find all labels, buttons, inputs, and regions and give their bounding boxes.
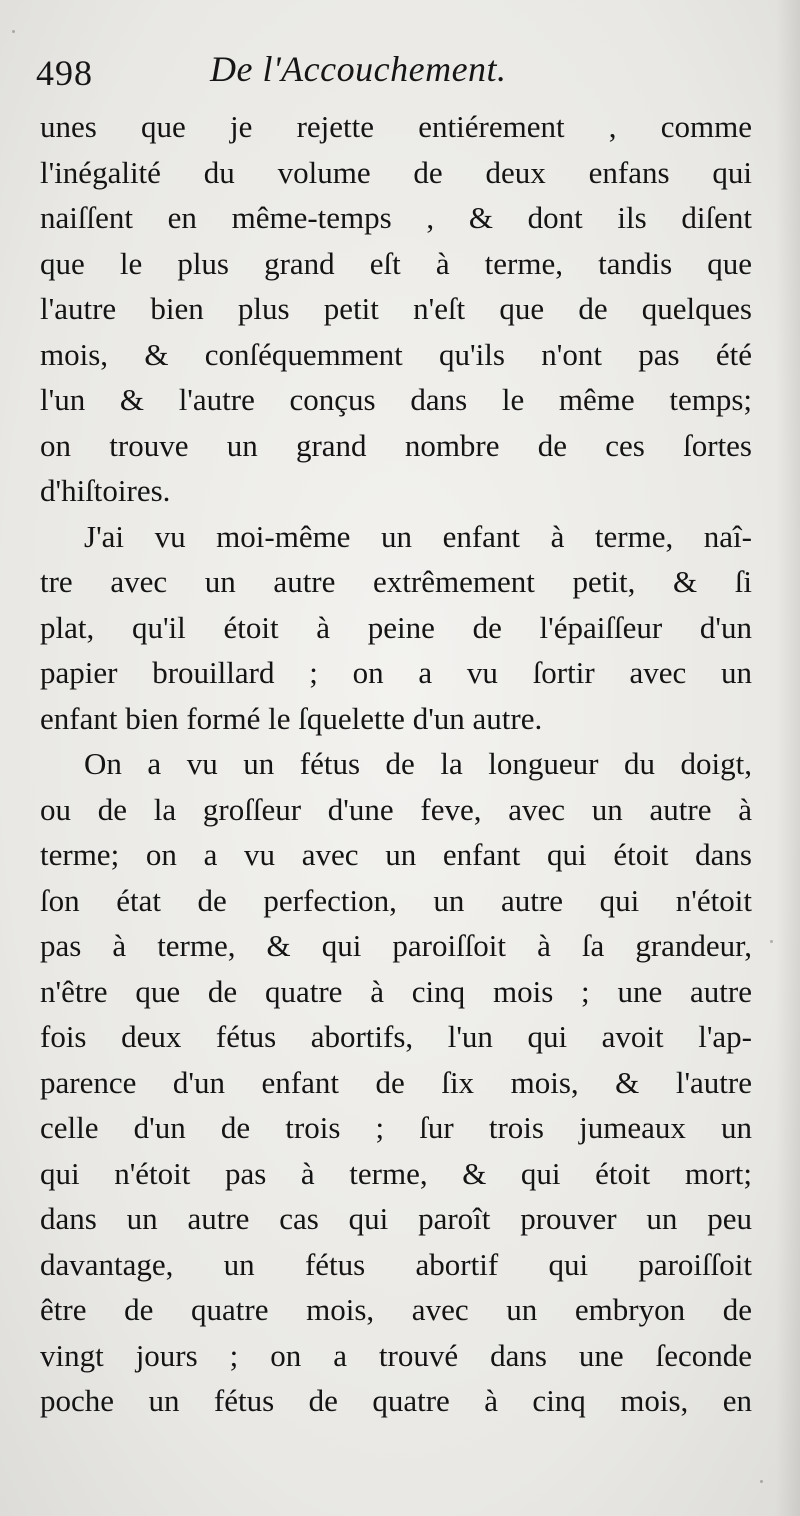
text-line: fois deux fétus abortifs, l'un qui avoit l'ap- xyxy=(40,1019,752,1054)
page-header xyxy=(36,48,756,108)
text-line: ſon état de perfection, un autre qui n'étoit xyxy=(40,882,752,918)
body-text xyxy=(40,104,752,1424)
print-speck xyxy=(770,940,773,943)
text-line: l'un & l'autre conçus dans le même temps; xyxy=(40,382,752,417)
text-line: pas à terme, & qui paroiſſoit à ſa grandeur, xyxy=(40,928,752,963)
text-line: J'ai vu moi-même un enfant à terme, naî- xyxy=(84,518,752,554)
text-line: dans un autre cas qui paroît prouver un peu xyxy=(40,1201,752,1236)
text-line: celle d'un de trois ; ſur trois jumeaux un xyxy=(40,1110,752,1145)
text-line: naiſſent en même-temps , & dont ils diſent xyxy=(40,200,752,235)
text-line: ou de la groſſeur d'une feve, avec un autre à xyxy=(40,791,752,827)
text-line: On a vu un fétus de la longueur du doigt, xyxy=(84,746,752,781)
text-line: tre avec un autre extrêmement petit, & ſi xyxy=(40,564,752,599)
text-line: terme; on a vu avec un enfant qui étoit dans xyxy=(40,837,752,872)
text-line: plat, qu'il étoit à peine de l'épaiſſeur d'un xyxy=(40,609,752,645)
print-speck xyxy=(760,1480,763,1483)
text-line: papier brouillard ; on a vu ſortir avec un xyxy=(40,655,752,690)
text-line: parence d'un enfant de ſix mois, & l'autre xyxy=(40,1064,752,1100)
text-line: mois, & conſéquemment qu'ils n'ont pas été xyxy=(40,336,752,372)
text-line: vingt jours ; on a trouvé dans une ſeconde xyxy=(40,1337,752,1373)
text-line: enfant bien formé le ſquelette d'un autre. xyxy=(40,700,543,736)
text-line: l'autre bien plus petit n'eſt que de quelques xyxy=(40,291,752,326)
text-line: on trouve un grand nombre de ces ſortes xyxy=(40,427,752,463)
text-line: n'être que de quatre à cinq mois ; une autre xyxy=(40,973,752,1009)
text-line: d'hiſtoires. xyxy=(40,473,171,508)
text-line: unes que je rejette entiérement , comme xyxy=(40,109,752,144)
text-line: être de quatre mois, avec un embryon de xyxy=(40,1292,752,1327)
text-line: poche un fétus de quatre à cinq mois, en xyxy=(40,1383,752,1418)
text-line: davantage, un fétus abortif qui paroiſſoit xyxy=(40,1246,752,1282)
running-title: De l'Accouchement. xyxy=(210,49,507,89)
page-edge-shadow xyxy=(776,0,800,1516)
text-line: qui n'étoit pas à terme, & qui étoit mort; xyxy=(40,1155,752,1191)
text-line: l'inégalité du volume de deux enfans qui xyxy=(40,154,752,190)
page-number: 498 xyxy=(36,53,93,93)
print-speck xyxy=(12,30,15,33)
text-line: que le plus grand eſt à terme, tandis que xyxy=(40,245,752,281)
